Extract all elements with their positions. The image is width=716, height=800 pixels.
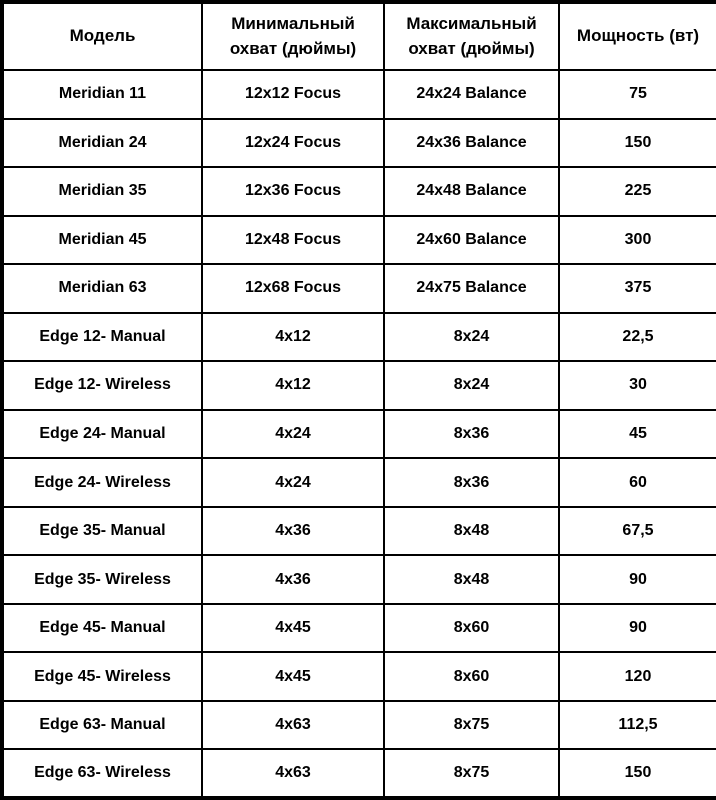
model-cell: Meridian 45: [2, 216, 202, 265]
table-row: [2, 361, 716, 410]
model-cell: Edge 12- Wireless: [2, 361, 202, 410]
power-cell: 150: [559, 749, 716, 798]
model-cell: Meridian 11: [2, 70, 202, 119]
power-cell: 30: [559, 361, 716, 410]
min-coverage-cell: 4x24: [202, 458, 384, 507]
column-header-min-coverage: Минимальный охват (дюймы): [202, 2, 384, 70]
power-cell: 150: [559, 119, 716, 168]
max-coverage-cell: 8x36: [384, 458, 559, 507]
table-row: [2, 507, 716, 556]
min-coverage-cell: 4x36: [202, 507, 384, 556]
max-coverage-cell: 8x48: [384, 507, 559, 556]
max-coverage-cell: 8x24: [384, 361, 559, 410]
power-cell: 112,5: [559, 701, 716, 750]
model-cell: Edge 35- Wireless: [2, 555, 202, 604]
power-cell: 60: [559, 458, 716, 507]
model-cell: Edge 12- Manual: [2, 313, 202, 362]
max-coverage-cell: 24x75 Balance: [384, 264, 559, 313]
min-coverage-cell: 4x45: [202, 652, 384, 701]
table-row: [2, 652, 716, 701]
power-cell: 75: [559, 70, 716, 119]
model-cell: Edge 24- Wireless: [2, 458, 202, 507]
table-row: [2, 313, 716, 362]
min-coverage-cell: 4x24: [202, 410, 384, 459]
power-cell: 120: [559, 652, 716, 701]
table-body: [2, 70, 716, 798]
power-cell: 375: [559, 264, 716, 313]
min-coverage-cell: 12x36 Focus: [202, 167, 384, 216]
min-coverage-cell: 12x68 Focus: [202, 264, 384, 313]
max-coverage-cell: 8x48: [384, 555, 559, 604]
power-cell: 22,5: [559, 313, 716, 362]
min-coverage-cell: 4x63: [202, 749, 384, 798]
min-coverage-cell: 4x12: [202, 361, 384, 410]
power-cell: 300: [559, 216, 716, 265]
min-coverage-cell: 4x12: [202, 313, 384, 362]
model-cell: Edge 45- Wireless: [2, 652, 202, 701]
table-row: [2, 410, 716, 459]
max-coverage-cell: 24x48 Balance: [384, 167, 559, 216]
min-coverage-cell: 12x12 Focus: [202, 70, 384, 119]
max-coverage-cell: 24x24 Balance: [384, 70, 559, 119]
table-row: [2, 749, 716, 798]
model-cell: Edge 63- Manual: [2, 701, 202, 750]
table-row: [2, 604, 716, 653]
min-coverage-cell: 4x63: [202, 701, 384, 750]
table-row: [2, 119, 716, 168]
table-row: [2, 701, 716, 750]
max-coverage-cell: 24x60 Balance: [384, 216, 559, 265]
min-coverage-cell: 12x24 Focus: [202, 119, 384, 168]
header-row: [2, 2, 716, 70]
model-cell: Meridian 24: [2, 119, 202, 168]
power-cell: 45: [559, 410, 716, 459]
table-row: [2, 167, 716, 216]
min-coverage-cell: 4x36: [202, 555, 384, 604]
max-coverage-cell: 8x36: [384, 410, 559, 459]
table-row: [2, 264, 716, 313]
column-header-power: Мощность (вт): [559, 2, 716, 70]
table-row: [2, 70, 716, 119]
model-cell: Meridian 63: [2, 264, 202, 313]
min-coverage-cell: 12x48 Focus: [202, 216, 384, 265]
max-coverage-cell: 8x60: [384, 652, 559, 701]
column-header-max-coverage: Максимальный охват (дюймы): [384, 2, 559, 70]
max-coverage-cell: 8x60: [384, 604, 559, 653]
max-coverage-cell: 8x75: [384, 701, 559, 750]
power-cell: 225: [559, 167, 716, 216]
max-coverage-cell: 8x24: [384, 313, 559, 362]
table-row: [2, 458, 716, 507]
table-row: [2, 555, 716, 604]
model-cell: Edge 63- Wireless: [2, 749, 202, 798]
column-header-model: Модель: [2, 2, 202, 70]
max-coverage-cell: 24x36 Balance: [384, 119, 559, 168]
model-cell: Edge 45- Manual: [2, 604, 202, 653]
power-cell: 67,5: [559, 507, 716, 556]
table-header: [2, 2, 716, 70]
max-coverage-cell: 8x75: [384, 749, 559, 798]
min-coverage-cell: 4x45: [202, 604, 384, 653]
model-cell: Edge 24- Manual: [2, 410, 202, 459]
model-cell: Meridian 35: [2, 167, 202, 216]
power-cell: 90: [559, 604, 716, 653]
table-row: [2, 216, 716, 265]
power-cell: 90: [559, 555, 716, 604]
model-cell: Edge 35- Manual: [2, 507, 202, 556]
